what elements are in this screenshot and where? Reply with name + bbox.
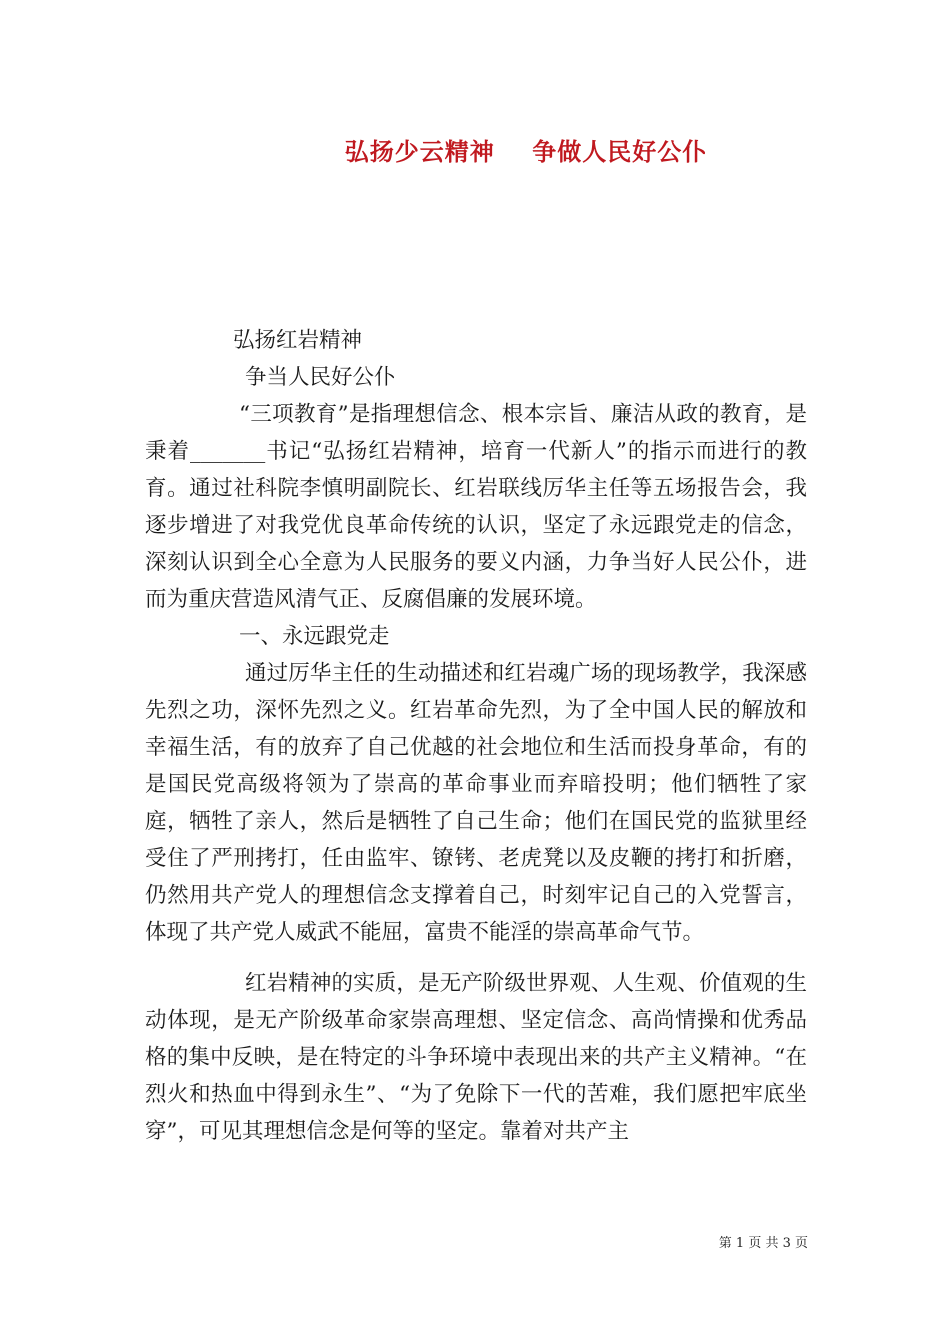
section-heading-1: 一、永远跟党走 [239,624,390,649]
paragraph-intro: “三项教育”是指理想信念、根本宗旨、廉洁从政的教育，是秉着_______书记“弘扬红岩精神，培育一代新人”的指示而进行的教育。通过社科院李慎明副院长、红岩联线厉华主任等五场报告会，我逐步增进了对我党优良革命传统的认识，坚定了永远跟党走的信念，深刻认识到全心全意为人民服务的要义内涵，力争当好人民公仆，进而为重庆营造风清气正、反腐倡廉的发展环境。 [145,402,807,612]
subtitle-line-2: 争当人民好公仆 [245,365,396,390]
document-body [145,322,807,1150]
paragraph-section-1: 通过厉华主任的生动描述和红岩魂广场的现场教学，我深感先烈之功，深怀先烈之义。红岩革命先烈，为了全中国人民的解放和幸福生活，有的放弃了自己优越的社会地位和生活而投身革命，有的是国民党高级将领为了崇高的革命事业而弃暗投明；他们牺牲了家庭，牺牲了亲人，然后是牺牲了自己生命；他们在国民党的监狱里经受住了严刑拷打，任由监牢、镣铐、老虎凳以及皮鞭的拷打和折磨，仍然用共产党人的理想信念支撑着自己，时刻牢记自己的入党誓言，体现了共产党人威武不能屈，富贵不能淫的崇高革命气节。 [145,661,807,945]
page-number-footer: 第 1 页 共 3 页 [718,1236,808,1251]
document-title: 弘扬少云精神 争做人民好公仆 [344,137,708,166]
subtitle-line-1: 弘扬红岩精神 [233,328,363,353]
paragraph-section-2: 红岩精神的实质，是无产阶级世界观、人生观、价值观的生动体现，是无产阶级革命家崇高理想、坚定信念、高尚情操和优秀品格的集中反映，是在特定的斗争环境中表现出来的共产主义精神。“在烈火和热血中得到永生”、“为了免除下一代的苦难，我们愿把牢底坐穿”，可见其理想信念是何等的坚定。靠着对共产主 [145,971,807,1144]
